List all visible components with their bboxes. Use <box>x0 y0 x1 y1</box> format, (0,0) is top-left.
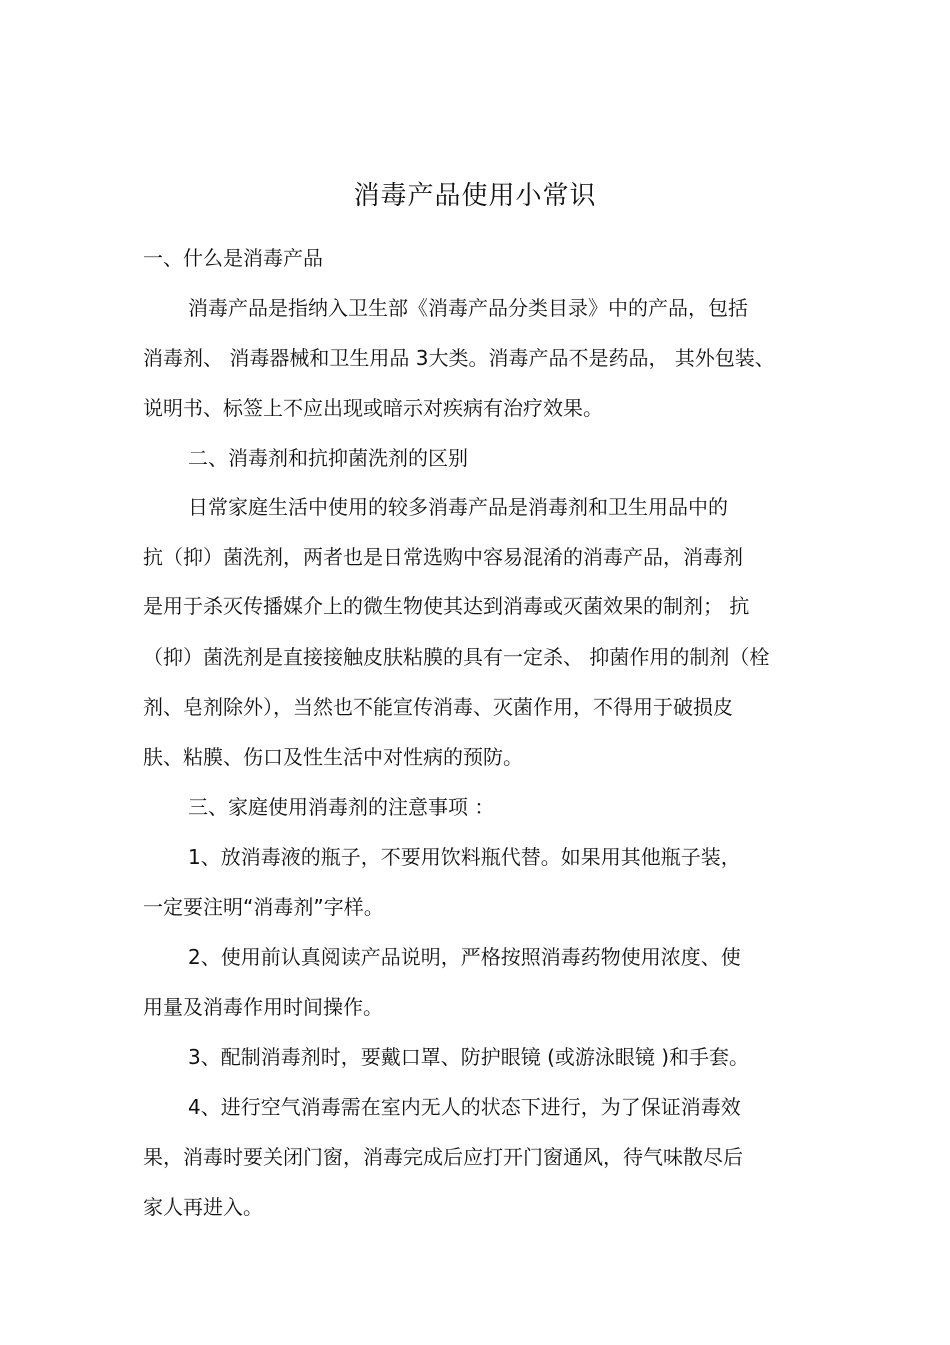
paragraph-line: 肤、粘膜、伤口及性生活中对性病的预防。 <box>143 745 523 769</box>
paragraph-line: 剂、皂剂除外），当然也不能宣传消毒、灭菌作用，不得用于破损皮 <box>143 695 733 719</box>
section-heading-1: 一、什么是消毒产品 <box>143 246 323 270</box>
paragraph-line: 消毒剂、 消毒器械和卫生用品 3大类。消毒产品不是药品， 其外包装、 <box>143 346 775 370</box>
list-item-continuation: 一定要注明“消毒剂”字样。 <box>143 895 384 919</box>
list-item: 1、放消毒液的瓶子，不要用饮料瓶代替。如果用其他瓶子装， <box>188 845 741 869</box>
document-title: 消毒产品使用小常识 <box>353 181 597 211</box>
paragraph-line: （抑）菌洗剂是直接接触皮肤粘膜的具有一定杀、 抑菌作用的制剂（栓 <box>143 645 770 669</box>
paragraph-line: 是用于杀灭传播媒介上的微生物使其达到消毒或灭菌效果的制剂； 抗 <box>143 594 750 618</box>
paragraph-line: 说明书、标签上不应出现或暗示对疾病有治疗效果。 <box>143 396 603 420</box>
list-item: 2、使用前认真阅读产品说明，严格按照消毒药物使用浓度、使 <box>188 945 741 969</box>
paragraph-line: 抗（抑）菌洗剂，两者也是日常选购中容易混淆的消毒产品，消毒剂 <box>143 545 743 569</box>
section-heading-2: 二、消毒剂和抗抑菌洗剂的区别 <box>188 446 468 470</box>
list-item-continuation: 果，消毒时要关闭门窗，消毒完成后应打开门窗通风，待气味散尽后 <box>143 1145 743 1169</box>
list-item-continuation: 家人再进入。 <box>143 1195 263 1219</box>
list-item-continuation: 用量及消毒作用时间操作。 <box>143 995 383 1019</box>
paragraph-line: 日常家庭生活中使用的较多消毒产品是消毒剂和卫生用品中的 <box>188 495 728 519</box>
section-heading-3: 三、家庭使用消毒剂的注意事项 ： <box>188 795 495 819</box>
list-item: 3、配制消毒剂时，要戴口罩、防护眼镜 (或游泳眼镜 )和手套。 <box>188 1045 750 1069</box>
paragraph-line: 消毒产品是指纳入卫生部《消毒产品分类目录》中的产品，包括 <box>188 296 748 320</box>
list-item: 4、进行空气消毒需在室内无人的状态下进行，为了保证消毒效 <box>188 1095 741 1119</box>
